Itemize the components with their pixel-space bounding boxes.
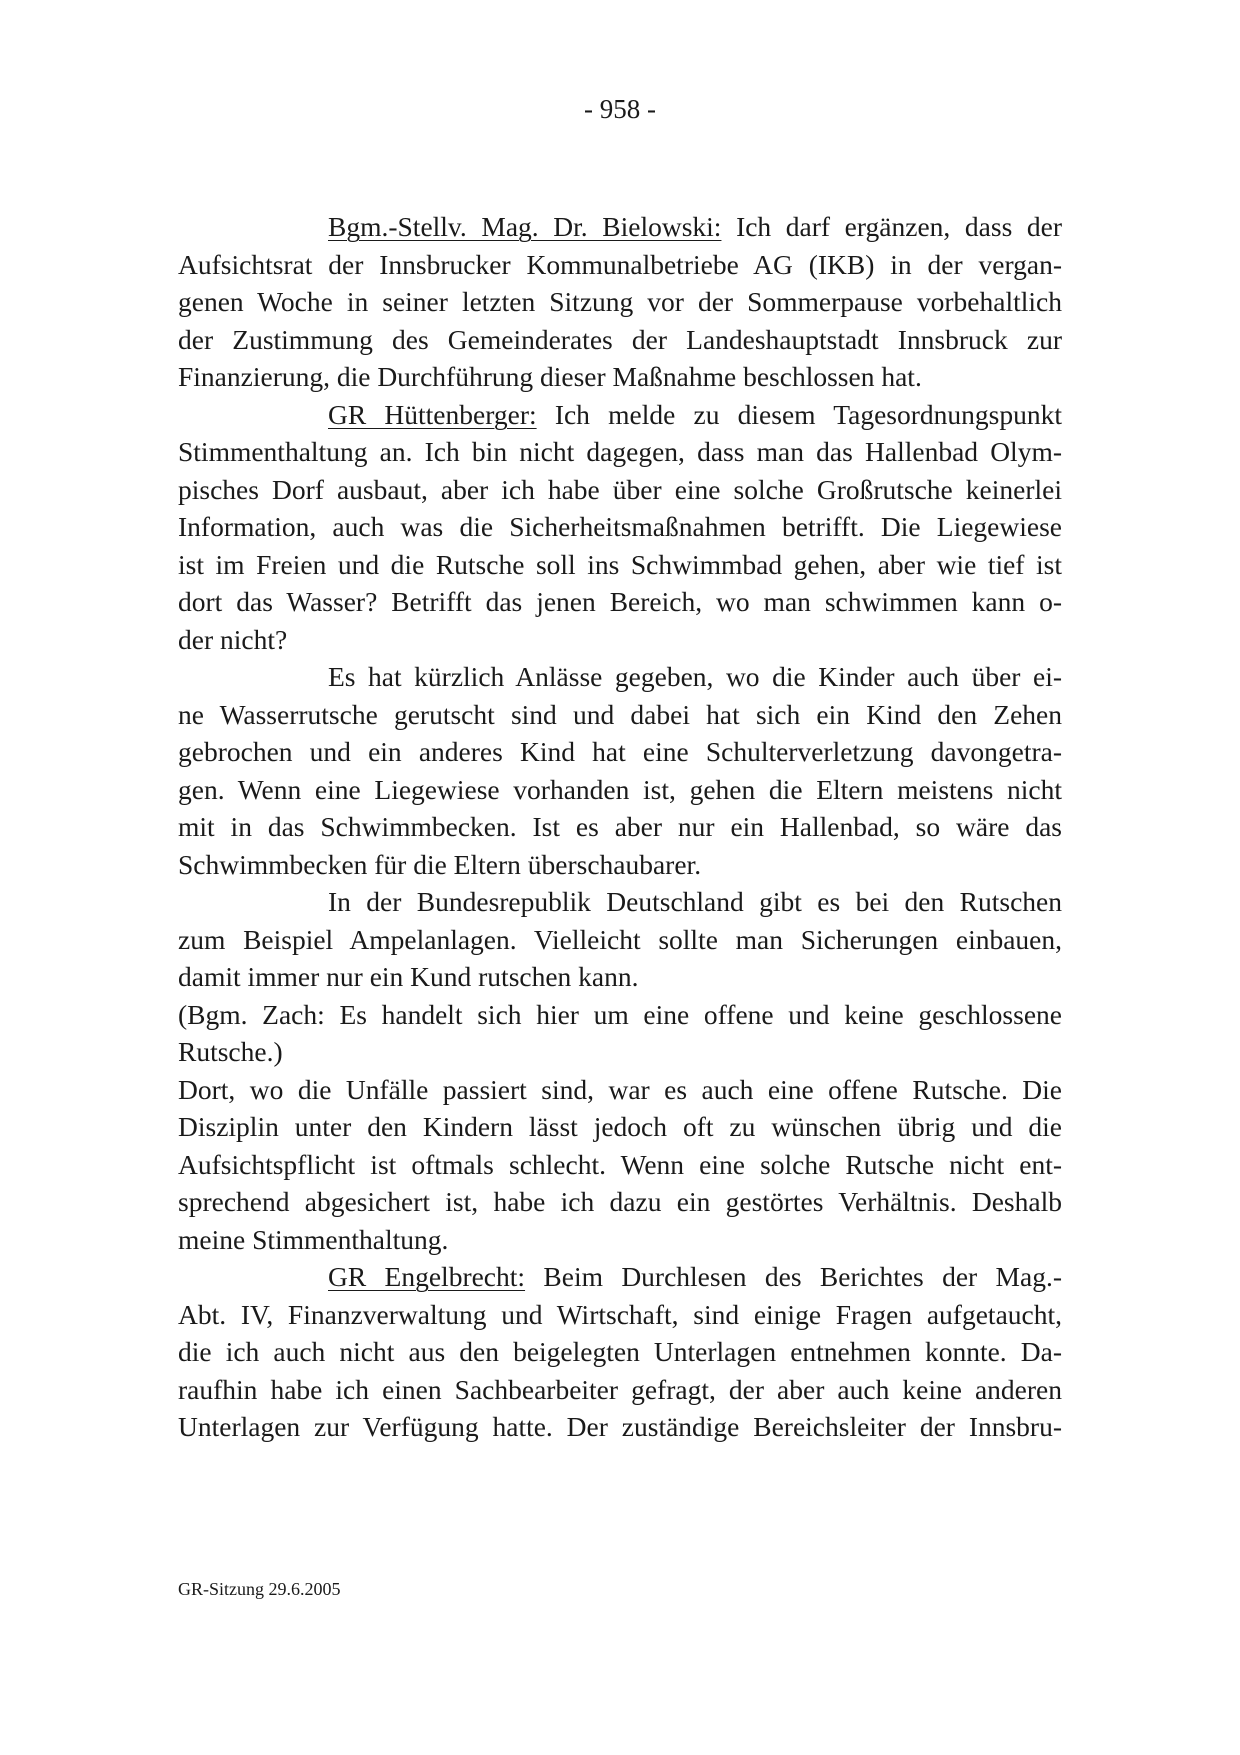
speaker-name: Bgm.-Stellv. Mag. Dr. Bielowski: bbox=[328, 211, 722, 242]
text-line: Disziplin unter den Kindern lässt jedoch oft zu wünschen übrig und die bbox=[178, 1111, 1062, 1142]
text-line: Rutsche.) bbox=[178, 1036, 283, 1067]
page-number: - 958 - bbox=[584, 94, 656, 124]
text-line: Information, auch was die Sicherheitsmaßnahmen betrifft. Die Liegewiese bbox=[178, 511, 1062, 542]
text-line: die ich auch nicht aus den beigelegten Unterlagen entnehmen konnte. Da- bbox=[178, 1336, 1062, 1367]
text-line: gen. Wenn eine Liegewiese vorhanden ist, gehen die Eltern meistens nicht bbox=[178, 773, 1062, 805]
text-line: Schwimmbecken für die Eltern überschaubarer. bbox=[178, 848, 702, 880]
interjection bbox=[178, 996, 1062, 1071]
text-line: Unterlagen zur Verfügung hatte. Der zuständige Bereichsleiter der Innsbru- bbox=[178, 1411, 1062, 1442]
paragraph-bielowski bbox=[178, 208, 1062, 396]
text-fragment: Ich darf ergänzen, dass der bbox=[721, 211, 1062, 242]
text-line: Aufsichtsrat der Innsbrucker Kommunalbetriebe AG (IKB) in der vergan- bbox=[178, 248, 1062, 280]
text-line: gebrochen und ein anderes Kind hat eine Schulterverletzung davongetra- bbox=[178, 736, 1062, 767]
paragraph bbox=[178, 883, 1062, 996]
text-line bbox=[178, 396, 1062, 434]
text-line: In der Bundesrepublik Deutschland gibt es bei den Rutschen bbox=[328, 886, 1062, 917]
text-line: ne Wasserrutsche gerutscht sind und dabei hat sich ein Kind den Zehen bbox=[178, 698, 1062, 730]
text-line: der Zustimmung des Gemeinderates der Landeshauptstadt Innsbruck zur bbox=[178, 323, 1062, 355]
text-line: der nicht? bbox=[178, 623, 288, 655]
text-line: Stimmenthaltung an. Ich bin nicht dagegen, dass man das Hallenbad Olym- bbox=[178, 436, 1062, 467]
footer-session-date: GR-Sitzung 29.6.2005 bbox=[178, 1579, 341, 1599]
text-fragment: Ich melde zu diesem Tagesordnungspunkt bbox=[536, 398, 1063, 430]
paragraph bbox=[178, 658, 1062, 883]
text-line: Aufsichtspflicht ist oftmals schlecht. Wenn eine solche Rutsche nicht ent- bbox=[178, 1148, 1062, 1180]
text-line: Finanzierung, die Durchführung dieser Maßnahme beschlossen hat. bbox=[178, 361, 922, 392]
text-line: zum Beispiel Ampelanlagen. Vielleicht sollte man Sicherungen einbauen, bbox=[178, 923, 1062, 955]
text-line: (Bgm. Zach: Es handelt sich hier um eine offene und keine geschlossene bbox=[178, 998, 1062, 1030]
paragraph-huettenberger bbox=[178, 396, 1062, 659]
text-line: damit immer nur ein Kund rutschen kann. bbox=[178, 961, 639, 992]
text-line: genen Woche in seiner letzten Sitzung vor der Sommerpause vorbehaltlich bbox=[178, 286, 1062, 317]
text-line: dort das Wasser? Betrifft das jenen Bereich, wo man schwimmen kann o- bbox=[178, 586, 1062, 617]
text-line: ist im Freien und die Rutsche soll ins Schwimmbad gehen, aber wie tief ist bbox=[178, 548, 1062, 580]
text-fragment: Beim Durchlesen des Berichtes der Mag.- bbox=[525, 1261, 1062, 1292]
paragraph-engelbrecht bbox=[178, 1258, 1062, 1446]
text-line bbox=[178, 1258, 1062, 1296]
text-line: meine Stimmenthaltung. bbox=[178, 1223, 449, 1255]
paragraph bbox=[178, 1071, 1062, 1259]
document-body bbox=[178, 208, 1062, 1446]
text-line: sprechend abgesichert ist, habe ich dazu ein gestörtes Verhältnis. Deshalb bbox=[178, 1186, 1062, 1217]
speaker-name: GR Hüttenberger: bbox=[328, 398, 537, 430]
text-line: Es hat kürzlich Anlässe gegeben, wo die Kinder auch über ei- bbox=[328, 661, 1062, 692]
text-line: raufhin habe ich einen Sachbearbeiter gefragt, der aber auch keine anderen bbox=[178, 1373, 1062, 1405]
text-line: pisches Dorf ausbaut, aber ich habe über eine solche Großrutsche keinerlei bbox=[178, 473, 1062, 505]
text-line: Dort, wo die Unfälle passiert sind, war es auch eine offene Rutsche. Die bbox=[178, 1073, 1062, 1105]
speaker-name: GR Engelbrecht: bbox=[328, 1261, 526, 1292]
text-line: mit in das Schwimmbecken. Ist es aber nur ein Hallenbad, so wäre das bbox=[178, 811, 1062, 842]
text-line: Abt. IV, Finanzverwaltung und Wirtschaft, sind einige Fragen aufgetaucht, bbox=[178, 1298, 1062, 1330]
text-line bbox=[178, 208, 1062, 246]
